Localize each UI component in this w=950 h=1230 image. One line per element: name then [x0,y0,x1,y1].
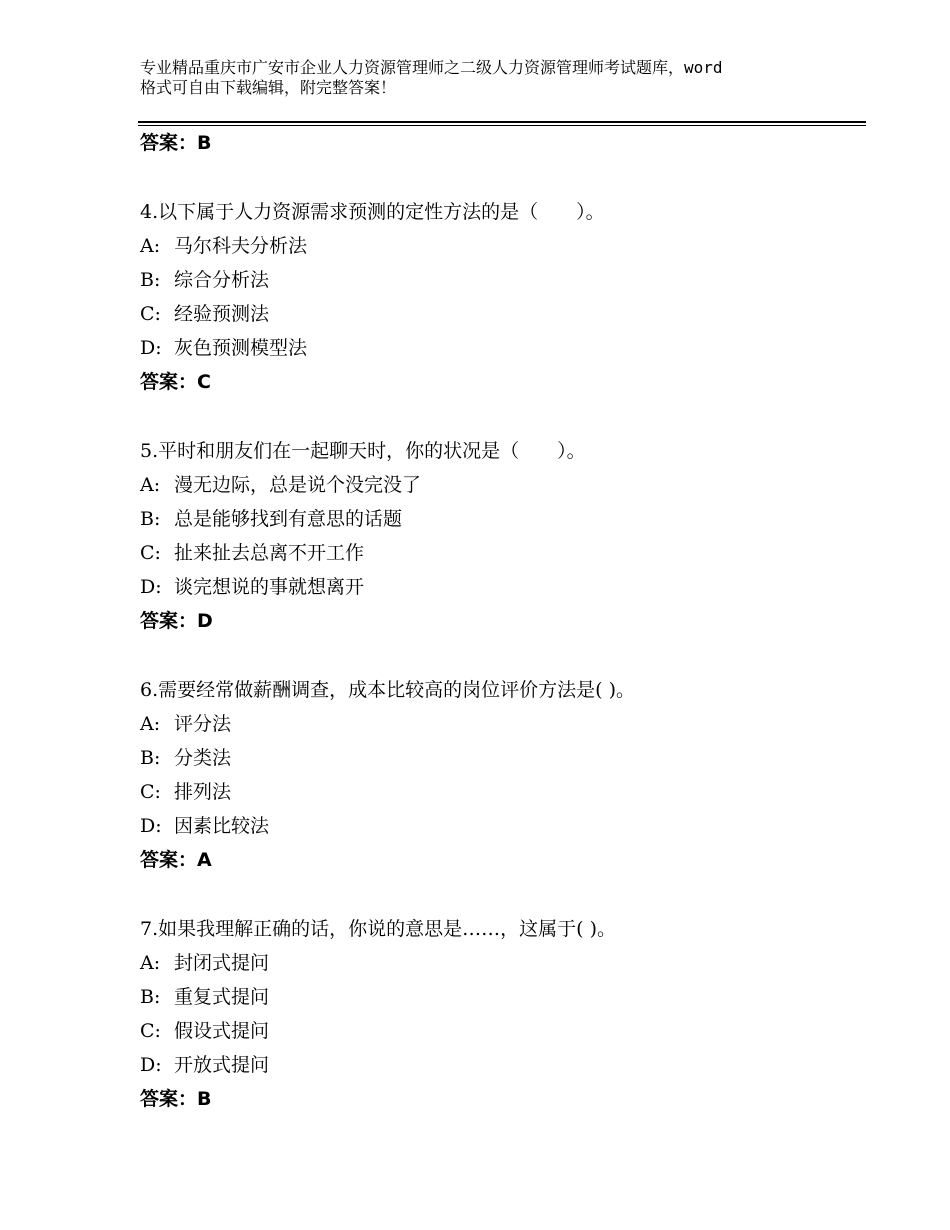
question-4-title: 4.以下属于人力资源需求预测的定性方法的是（ ）。 [140,201,605,223]
option-label: C: [140,303,161,325]
question-5-title: 5.平时和朋友们在一起聊天时，你的状况是（ ）。 [140,440,586,462]
question-5-option-c [140,541,364,565]
header-line-1: 专业精品重庆市广安市企业人力资源管理师之二级人力资源管理师考试题库，word [140,58,723,77]
option-label: B: [140,747,161,769]
option-text: 经验预测法 [174,303,270,325]
option-text: 扯来扯去总离不开工作 [174,542,365,564]
option-label: B: [140,269,161,291]
option-text: 排列法 [174,781,232,803]
question-4-option-d [140,336,307,360]
question-7-option-b [140,985,269,1009]
option-text: 总是能够找到有意思的话题 [174,508,403,530]
option-label: C: [140,542,161,564]
option-label: D: [140,1054,162,1076]
option-label: D: [140,337,162,359]
question-4-option-c [140,302,269,326]
question-6-title: 6.需要经常做薪酬调查，成本比较高的岗位评价方法是( )。 [140,679,635,701]
question-6-option-c [140,780,231,804]
option-text: 漫无边际，总是说个没完没了 [174,474,422,496]
option-label: B: [140,986,161,1008]
option-text: 分类法 [174,747,232,769]
option-text: 开放式提问 [174,1054,270,1076]
option-label: B: [140,508,161,530]
option-label: D: [140,815,162,837]
option-label: C: [140,781,161,803]
header-line-2: 格式可自由下载编辑，附完整答案！ [140,78,397,97]
question-5-option-d [140,575,364,599]
question-6-option-b [140,746,231,770]
option-text: 谈完想说的事就想离开 [174,576,365,598]
option-label: C: [140,1020,161,1042]
question-7-title: 7.如果我理解正确的话，你说的意思是……，这属于( )。 [140,918,616,940]
question-7-option-d [140,1053,269,1077]
question-7-answer: 答案：B [140,1088,212,1110]
header-divider-thick [138,121,866,123]
option-label: A: [140,952,161,974]
question-7-option-a [140,951,269,975]
question-7-option-c [140,1019,269,1043]
header-divider-thin [138,125,866,126]
option-text: 综合分析法 [174,269,270,291]
question-4-answer: 答案：C [140,371,211,393]
option-label: A: [140,713,161,735]
option-text: 假设式提问 [174,1020,270,1042]
option-text: 因素比较法 [174,815,270,837]
question-6-answer: 答案：A [140,849,212,871]
option-text: 封闭式提问 [174,952,270,974]
question-5-answer: 答案：D [140,610,213,632]
question-6-option-a [140,712,231,736]
option-text: 灰色预测模型法 [174,337,308,359]
option-label: A: [140,474,161,496]
option-text: 马尔科夫分析法 [174,235,308,257]
question-6-option-d [140,814,269,838]
question-5-option-b [140,507,402,531]
document-header [140,58,830,98]
question-4-option-a [140,234,307,258]
question-5-option-a [140,473,421,497]
option-label: A: [140,235,161,257]
question-4-option-b [140,268,269,292]
option-label: D: [140,576,162,598]
previous-answer: 答案：B [140,132,212,154]
option-text: 重复式提问 [174,986,270,1008]
option-text: 评分法 [174,713,232,735]
